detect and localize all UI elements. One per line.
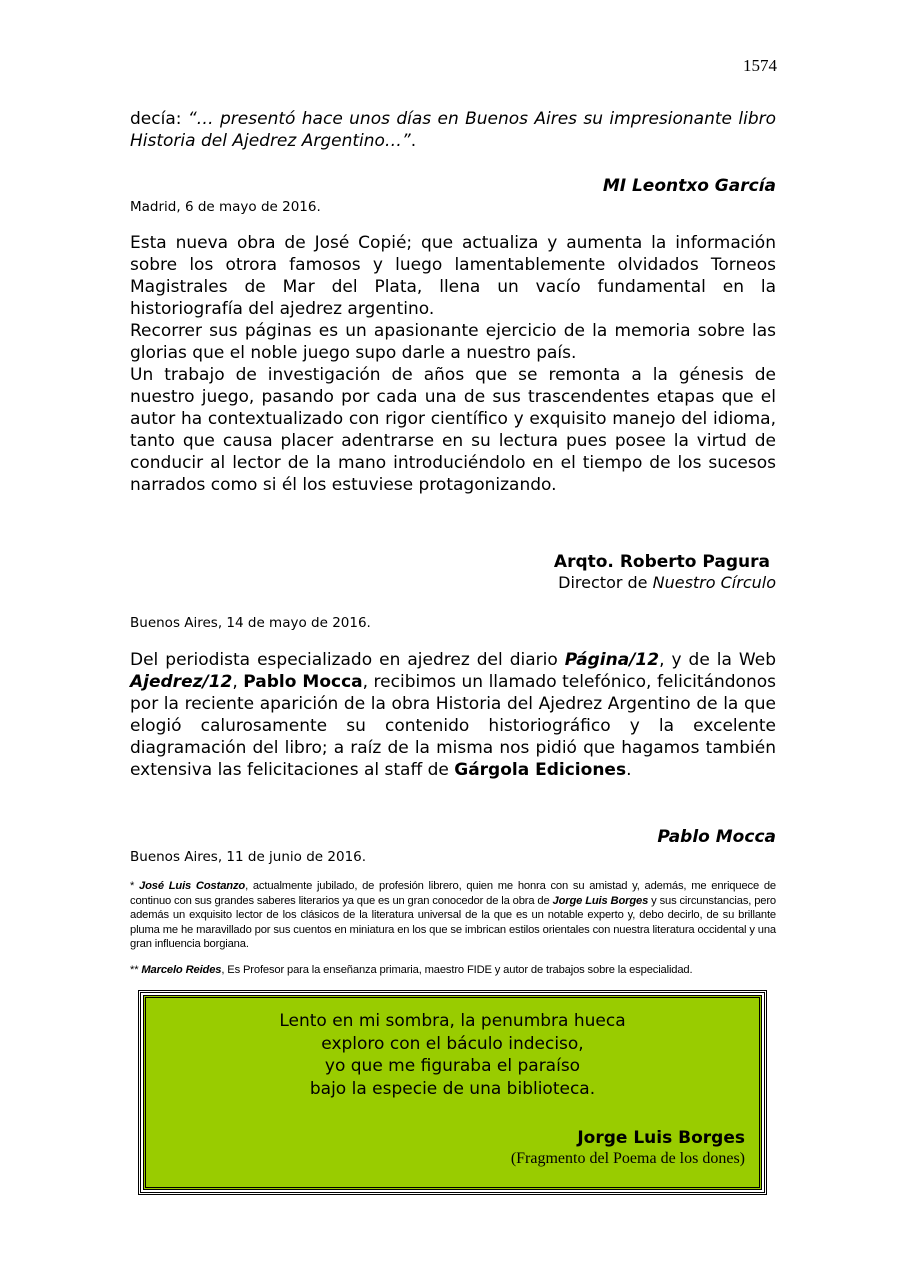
text: y sus circunstancias, pero además un exquisito lector de los clásicos de la literatura universal de la que es un notable experto y, debo decirlo, de su brillante pluma me he maravillado por sus cuentos en miniatura en los que se imbrican estilos orientales con nuestra literatura occidental y una gran influencia borgiana. [130,894,776,951]
bold-italic-text: Marcelo Reides [141,964,222,976]
signature-mocca [130,826,776,848]
text: * [130,880,140,892]
bold-italic-text: José Luis Costanzo [139,880,246,892]
poem-box-inner [143,995,762,1190]
signature-pagura: Arqto. Roberto Pagura [553,552,770,572]
text: ** [130,964,142,976]
footnote-1 [130,879,776,952]
italic-text: Nuestro Círculo [652,573,776,592]
pagura-text [130,232,776,496]
text: , recibimos un llamado telefónico, felicitándonos por la reciente aparición de la obra Historia del Ajedrez Argentino de la que elogió calurosamente su contenido historiográfico y la excelente diagramación del libro; a raíz de la misma nos pidió que hagamos también extensiva las felicitaciones al staff de [130,672,776,780]
mocca-paragraph [130,649,776,781]
bold-text: Pablo Mocca [243,672,363,692]
text: , [232,672,244,692]
paragraph: Un trabajo de investigación de años que se remonta a la génesis de nuestro juego, pasando por cada una de sus trascendentes etapas que el autor ha contextualizado con rigor científico y exquisito manejo del idioma, tanto que causa placer adentrarse en su lectura pues posee la virtud de conducir al lector de la mano introduciéndolo en el tiempo de los sucesos narrados como si él los estuviese protagonizando. [130,365,776,495]
page-number: 1574 [743,56,777,75]
date-buenos-aires-1: Buenos Aires, 14 de mayo de 2016. [130,615,371,631]
text: , Es Profesor para la enseñanza primaria, maestro FIDE y autor de trabajos sobre la especialidad. [221,964,693,976]
text: Del periodista especializado en ajedrez del diario [130,650,565,670]
signature-title [130,572,776,594]
poem-source: (Fragmento del Poema de los dones) [510,1150,745,1167]
footnote-2 [130,963,776,978]
signature-leontxo [130,175,776,197]
date-buenos-aires-2: Buenos Aires, 11 de junio de 2016. [130,849,367,865]
paragraph: Esta nueva obra de José Copié; que actualiza y aumenta la información sobre los otrora famosos y luego lamentablemente olvidados Torneos Magistrales de Mar del Plata, llena un vacío fundamental en la historiografía del ajedrez argentino. [130,233,776,319]
poem-line: bajo la especie de una biblioteca. [309,1078,596,1099]
text: . [410,131,417,151]
bold-italic-text: Jorge Luis Borges [552,894,649,907]
text: , y de la Web [659,650,776,670]
poem-lines [146,1010,759,1100]
poem-author: Jorge Luis Borges [577,1128,745,1148]
text: , actualmente jubilado, de profesión librero, quien me honra con su amistad y, además, me enriquece de continuo con sus grandes saberes literarios ya que es un gran conocedor de la obra de [130,880,776,907]
poem-line: Lento en mi sombra, la penumbra hueca [279,1011,626,1031]
bold-italic-text: Página/12 [564,650,660,670]
paragraph: Recorrer sus páginas es un apasionante ejercicio de la memoria sobre las glorias que el noble juego supo darle a nuestro país. [130,321,776,363]
date-madrid: Madrid, 6 de mayo de 2016. [130,199,321,215]
signature-name: MI Leontxo García [602,176,776,196]
text: Director de [558,573,653,592]
poem-box [138,990,767,1195]
quote-paragraph [130,108,776,152]
poem-line: exploro con el báculo indeciso, [321,1033,584,1054]
poem-line: yo que me figuraba el paraíso [324,1056,581,1076]
bold-text: Gárgola Ediciones [454,760,627,780]
text: . [626,760,632,780]
text: decía: [130,109,188,129]
bold-italic-text: Ajedrez/12 [130,672,233,692]
italic-quote: “… presentó hace unos días en Buenos Aires su impresionante libro Historia del Ajedrez Argentino…” [130,109,776,151]
signature-name: Pablo Mocca [657,827,776,847]
